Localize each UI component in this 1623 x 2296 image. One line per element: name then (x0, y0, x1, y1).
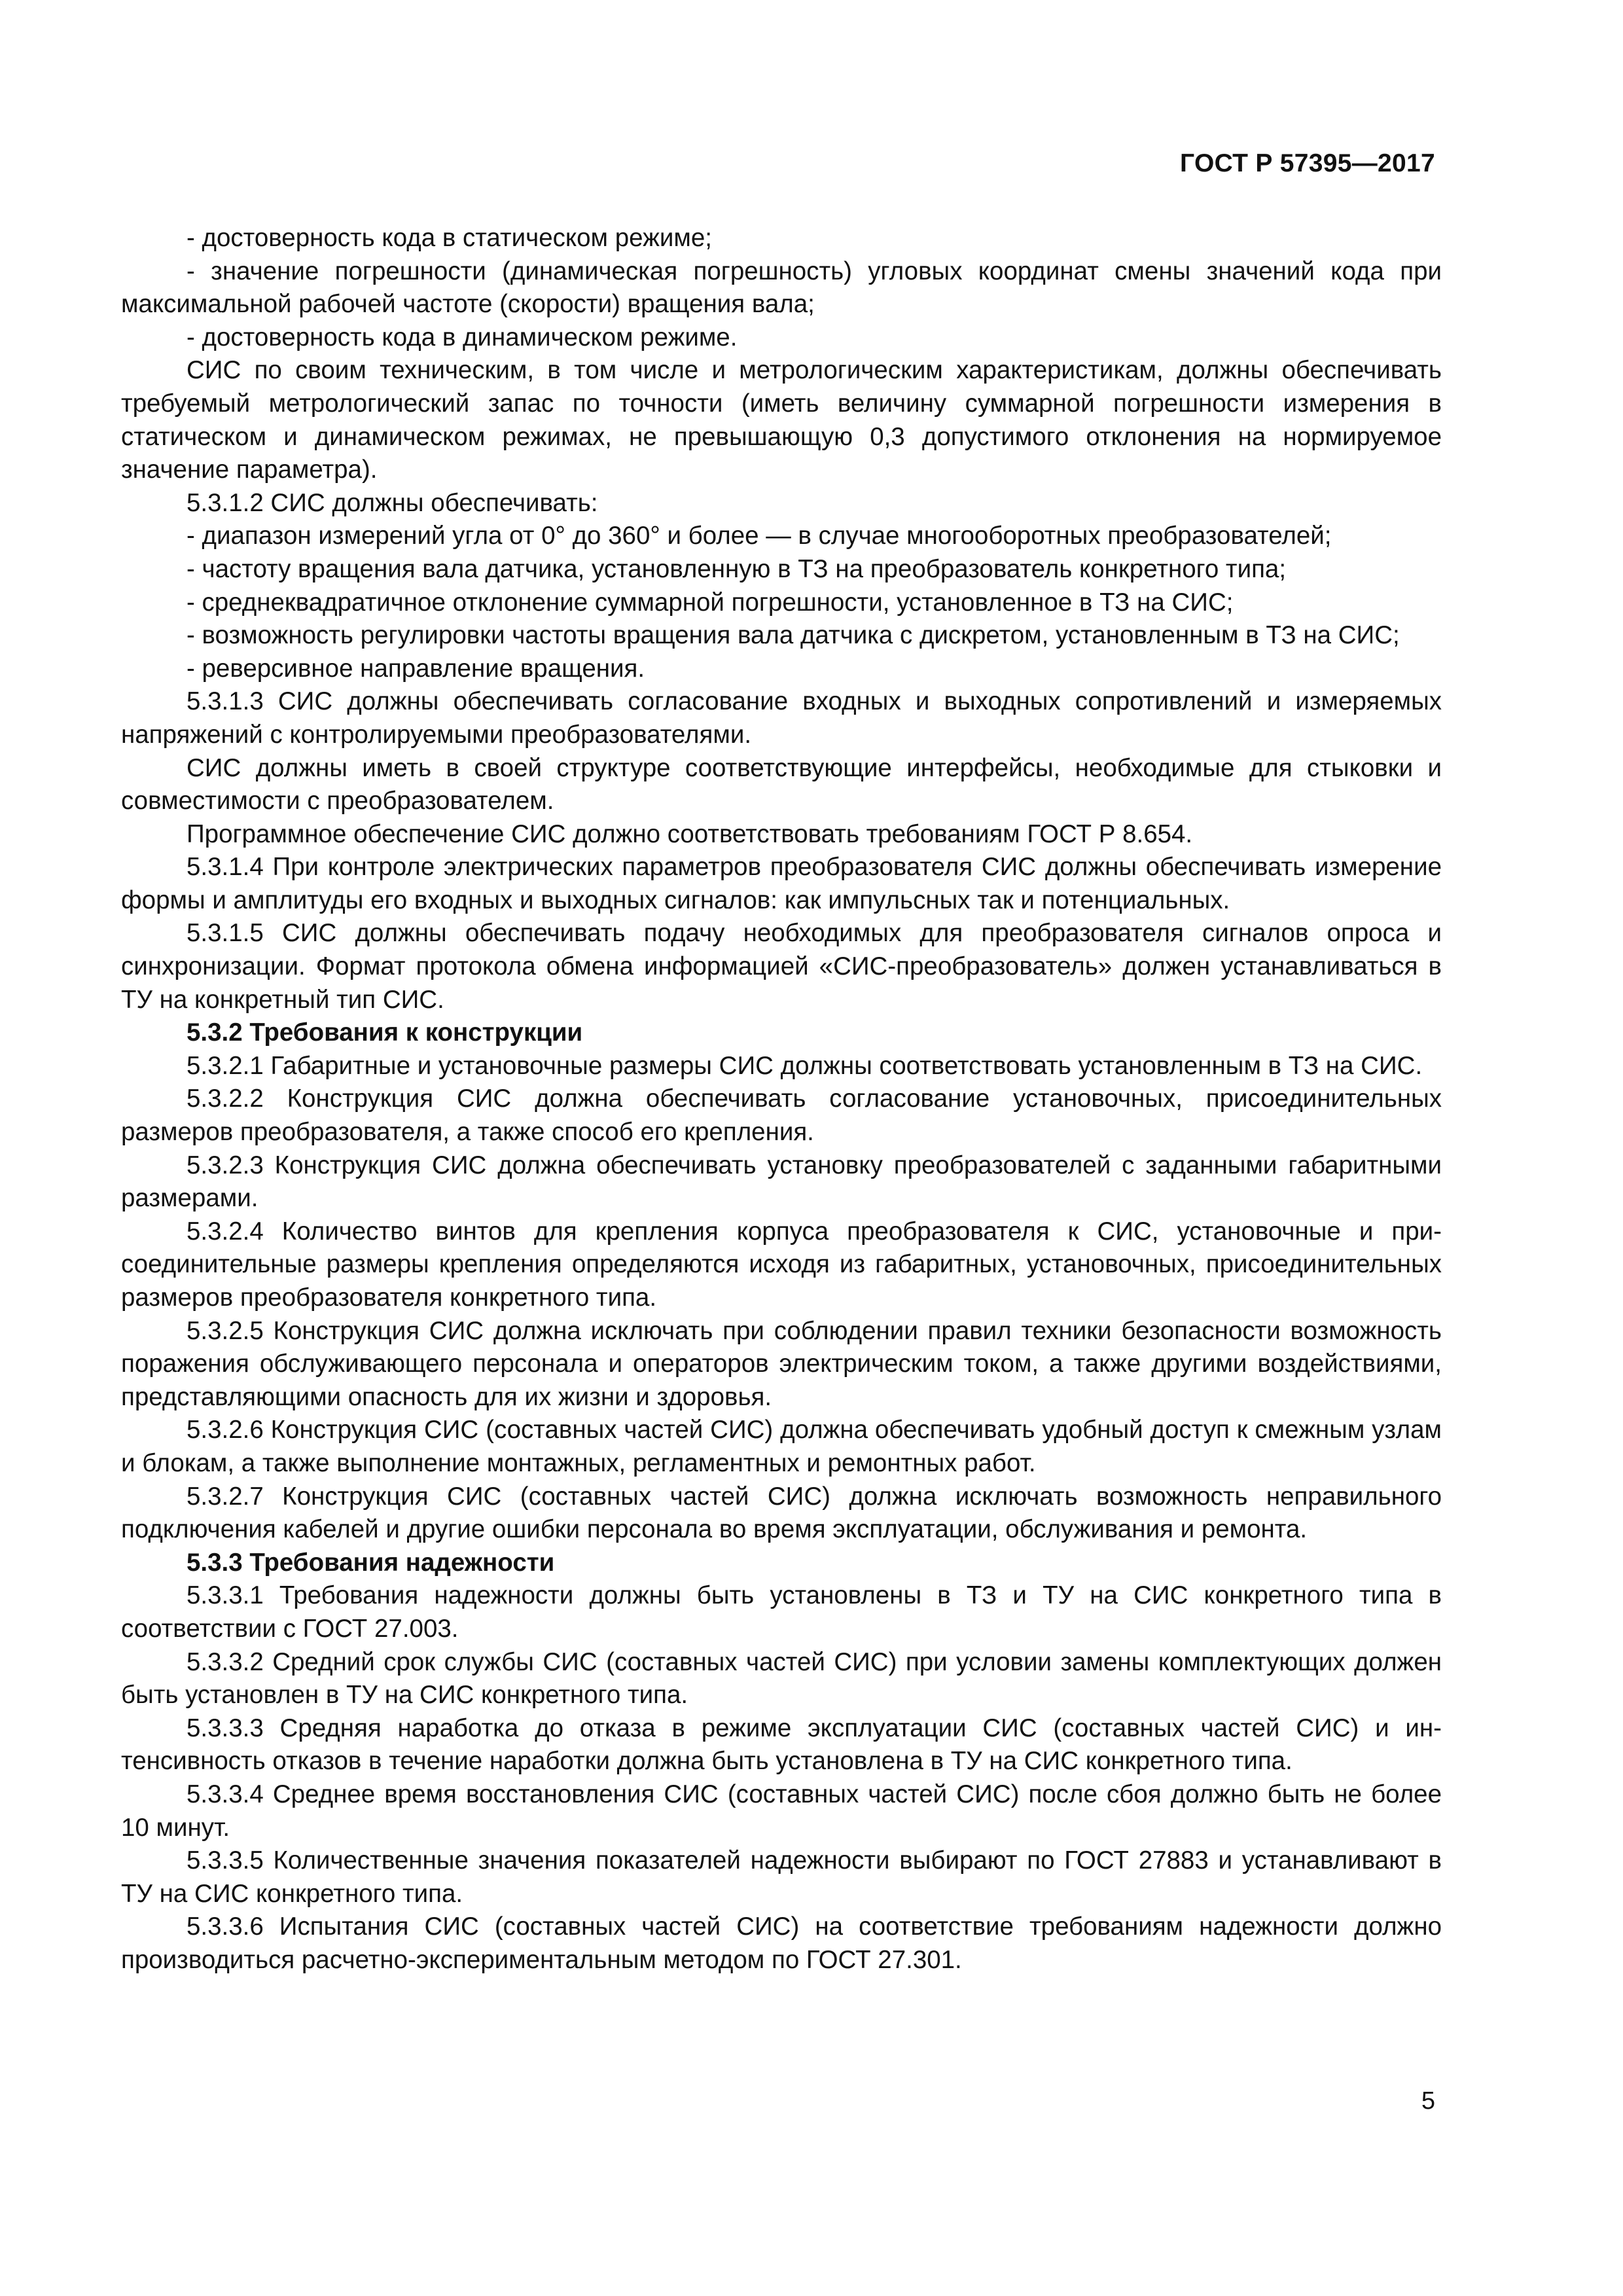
paragraph: 5.3.2.7 Конструкция СИС (составных частей СИС) должна исключать возможность неправильного подключения кабелей и другие ошибки персонала во время эксплуатации, обслуживания и ремонта. (121, 1482, 1442, 1544)
paragraph: СИС по своим техническим, в том числе и метрологическим характеристикам, должны обеспечивать требуемый метрологический запас по точности (иметь величину суммарной погрешности измерения в статическом и динамическом режимах, не превышающую 0,3 допустимого отклонения на нормируемое значение параметра). (121, 356, 1442, 484)
paragraph: 5.3.3.3 Средняя наработка до отказа в режиме эксплуатации СИС (составных частей СИС) и интенсивность отказов в течение наработки должна быть установлена в ТУ на СИС конкретного типа. (121, 1713, 1442, 1776)
list-item: - достоверность кода в динамическом режиме. (187, 323, 738, 351)
paragraph: 5.3.2.5 Конструкция СИС должна исключать при соблюдении правил техники безопасности возможность поражения обслуживающего персонала и операторов электрическим током, а также другими воздействиями, представляющими опасность для их жизни и здоровья. (121, 1316, 1442, 1411)
list-item: - среднеквадратичное отклонение суммарной погрешности, установленное в ТЗ на СИС; (187, 588, 1234, 617)
list-item: - возможность регулировки частоты вращения вала датчика с дискретом, установленным в ТЗ на СИС; (187, 621, 1400, 650)
paragraph: 5.3.3.5 Количественные значения показателей надежности выбирают по ГОСТ 27883 и устанавливают в ТУ на СИС конкретного типа. (121, 1846, 1442, 1908)
list-item: - реверсивное направление вращения. (187, 654, 645, 683)
paragraph: 5.3.1.2 СИС должны обеспечивать: (187, 488, 598, 517)
page-number: 5 (1421, 2087, 1435, 2115)
paragraph: 5.3.3.6 Испытания СИС (составных частей СИС) на соответствие требованиям надежности должно производиться расчетно-экспериментальным методом по ГОСТ 27.301. (121, 1912, 1442, 1974)
paragraph: 5.3.2.2 Конструкция СИС должна обеспечивать согласование установочных, присоединительных размеров преобразователя, а также способ его крепления. (121, 1085, 1442, 1147)
list-item: - частоту вращения вала датчика, установленную в ТЗ на преобразователь конкретного типа; (187, 554, 1287, 583)
paragraph: 5.3.2.1 Габаритные и установочные размеры СИС должны соответствовать установленным в ТЗ на СИС. (187, 1051, 1423, 1080)
paragraph: 5.3.3.4 Среднее время восстановления СИС (составных частей СИС) после сбоя должно быть не более 10 минут. (121, 1780, 1442, 1842)
paragraph: 5.3.2.6 Конструкция СИС (составных частей СИС) должна обеспечивать удобный доступ к смежным узлам и блокам, а также выполнение монтажных, регламентных и ремонтных работ. (121, 1416, 1442, 1477)
document-header-id: ГОСТ Р 57395—2017 (1180, 149, 1435, 177)
list-item: - значение погрешности (динамическая погрешность) угловых координат смены значений кода при максимальной рабочей частоте (скорости) вращения вала; (121, 257, 1442, 319)
paragraph: 5.3.1.3 СИС должны обеспечивать согласование входных и выходных сопротивлений и измеряемых напряжений с контролируемыми преобразователями. (121, 687, 1442, 749)
paragraph: 5.3.3.2 Средний срок службы СИС (составных частей СИС) при условии замены комплектующих должен быть установлен в ТУ на СИС конкретного типа. (121, 1647, 1442, 1710)
paragraph: 5.3.3.1 Требования надежности должны быть установлены в ТЗ и ТУ на СИС конкретного типа в соответствии с ГОСТ 27.003. (121, 1581, 1442, 1643)
paragraph: Программное обеспечение СИС должно соответствовать требованиям ГОСТ Р 8.654. (187, 819, 1193, 848)
paragraph: 5.3.1.4 При контроле электрических параметров преобразователя СИС должны обеспечивать измерение формы и амплитуды его входных и выходных сигналов: как импульсных так и потенциальных. (121, 853, 1442, 914)
section-heading: 5.3.2 Требования к конструкции (187, 1018, 583, 1047)
section-heading: 5.3.3 Требования надежности (187, 1548, 555, 1577)
list-item: - диапазон измерений угла от 0° до 360° и более — в случае многооборотных преобразователей; (187, 522, 1332, 550)
paragraph: 5.3.2.3 Конструкция СИС должна обеспечивать установку преобразователей с заданными габаритными размерами. (121, 1151, 1442, 1213)
document-body (121, 222, 1442, 1977)
paragraph: 5.3.2.4 Количество винтов для крепления корпуса преобразователя к СИС, установочные и присоединительные размеры крепления определяются исходя из габаритных, установочных, присоединительных размеров преобразователя конкретного типа. (121, 1217, 1442, 1312)
paragraph: 5.3.1.5 СИС должны обеспечивать подачу необходимых для преобразователя сигналов опроса и синхронизации. Формат протокола обмена информацией «СИС-преобразователь» должен устанавливаться в ТУ на конкретный тип СИС. (121, 919, 1442, 1014)
list-item: - достоверность кода в статическом режиме; (187, 224, 712, 252)
paragraph: СИС должны иметь в своей структуре соответствующие интерфейсы, необходимые для стыковки и совместимости с преобразователем. (121, 753, 1442, 816)
